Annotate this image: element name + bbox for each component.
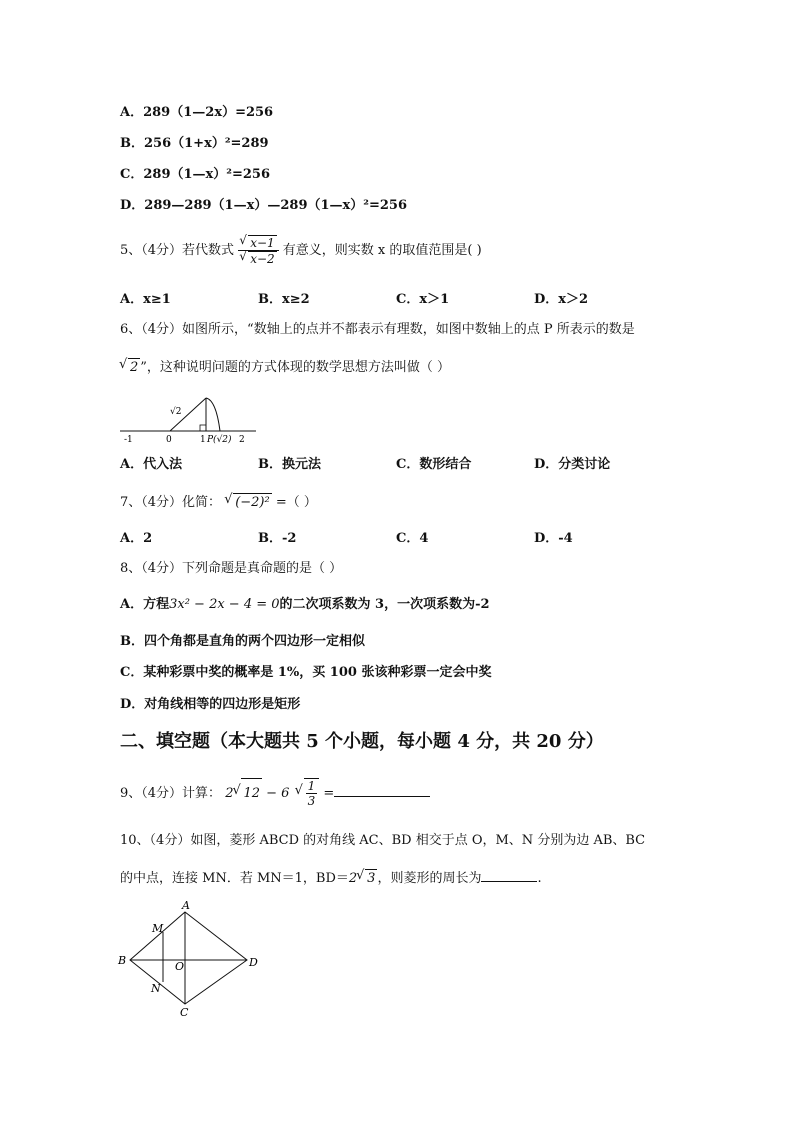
svg-text:A: A xyxy=(182,899,190,912)
q4-option-a: A．289（1—2x）=256 xyxy=(120,105,274,120)
svg-text:0: 0 xyxy=(166,435,172,445)
svg-text:-1: -1 xyxy=(124,435,133,445)
q4-option-b: B．256（1+x）²=289 xyxy=(120,136,269,151)
q6-option-c: C．数形结合 xyxy=(396,457,472,472)
q4-option-c: C．289（1—x）²=256 xyxy=(120,167,271,182)
q8-option-d: D．对角线相等的四边形是矩形 xyxy=(120,697,301,712)
q10-stem-line1: 10、（4分）如图，菱形 ABCD 的对角线 AC、BD 相交于点 O，M、N 分别为边 AB、BC xyxy=(120,833,646,848)
q5-option-b: B．x≥2 xyxy=(258,292,310,307)
q7-option-a: A．2 xyxy=(120,531,153,546)
section-2-heading: 二、填空题（本大题共 5 个小题，每小题 4 分，共 20 分） xyxy=(120,731,604,752)
q8-option-c: C．某种彩票中奖的概率是 1%，买 100 张该种彩票一定会中奖 xyxy=(120,665,492,680)
q5-option-c: C．x＞1 xyxy=(396,292,450,307)
svg-text:D: D xyxy=(249,956,258,969)
svg-text:M: M xyxy=(152,922,164,935)
q9-stem: 9、（4分）计算： 2√ 12 − 6 √ $\frac{1}{3}$ = xyxy=(120,778,430,809)
q5-option-d: D．x＞2 xyxy=(534,292,589,307)
q6-option-b: B．换元法 xyxy=(258,457,321,472)
q4-option-d: D．289—289（1—x）—289（1—x）²=256 xyxy=(120,198,408,213)
q5-option-a: A．x≥1 xyxy=(120,292,171,307)
svg-text:P(√2): P(√2) xyxy=(207,435,232,445)
q10-rhombus-figure xyxy=(115,896,265,1020)
q8-option-b: B．四个角都是直角的两个四边形一定相似 xyxy=(120,634,365,649)
q6-option-d: D．分类讨论 xyxy=(534,457,611,472)
q8-option-a: A．方程3x² − 2x − 4 = 0的二次项系数为 3，一次项系数为-2 xyxy=(120,597,490,612)
q6-stem-line1: 6、（4分）如图所示，“数轴上的点并不都表示有理数，如图中数轴上的点 P 所表示的数是 xyxy=(120,322,635,337)
svg-text:2: 2 xyxy=(239,435,245,445)
q7-option-d: D．-4 xyxy=(534,531,573,546)
svg-text:B: B xyxy=(118,954,127,967)
q6-stem-line2: √ 2 ”，这种说明问题的方式体现的数学思想方法叫做（ ） xyxy=(120,358,450,377)
q5-fraction: √ x−1 √ x−2 xyxy=(238,235,278,266)
svg-text:√2: √2 xyxy=(170,407,182,417)
q7-option-b: B．-2 xyxy=(258,531,297,546)
q7-stem: 7、（4分）化简： √ (−2)² =（ ） xyxy=(120,493,317,512)
svg-text:O: O xyxy=(175,960,185,973)
svg-text:C: C xyxy=(180,1006,189,1019)
svg-text:N: N xyxy=(151,982,161,995)
svg-text:1: 1 xyxy=(200,435,206,445)
q7-radical: √ (−2)² xyxy=(233,493,272,512)
q10-stem-line2: 的中点，连接 MN．若 MN＝1，BD＝2√ 3 ，则菱形的周长为 . xyxy=(120,869,542,888)
q6-option-a: A．代入法 xyxy=(120,457,183,472)
q6-number-line-figure xyxy=(118,390,258,446)
q8-stem: 8、（4分）下列命题是真命题的是（ ） xyxy=(120,561,343,576)
q5-stem: 5、（4分）若代数式 √ x−1 √ x−2 有意义，则实数 x 的取值范围是( ) xyxy=(120,234,482,268)
q9-answer-blank[interactable] xyxy=(334,784,430,797)
q7-option-c: C．4 xyxy=(396,531,429,546)
q10-answer-blank[interactable] xyxy=(481,869,537,882)
